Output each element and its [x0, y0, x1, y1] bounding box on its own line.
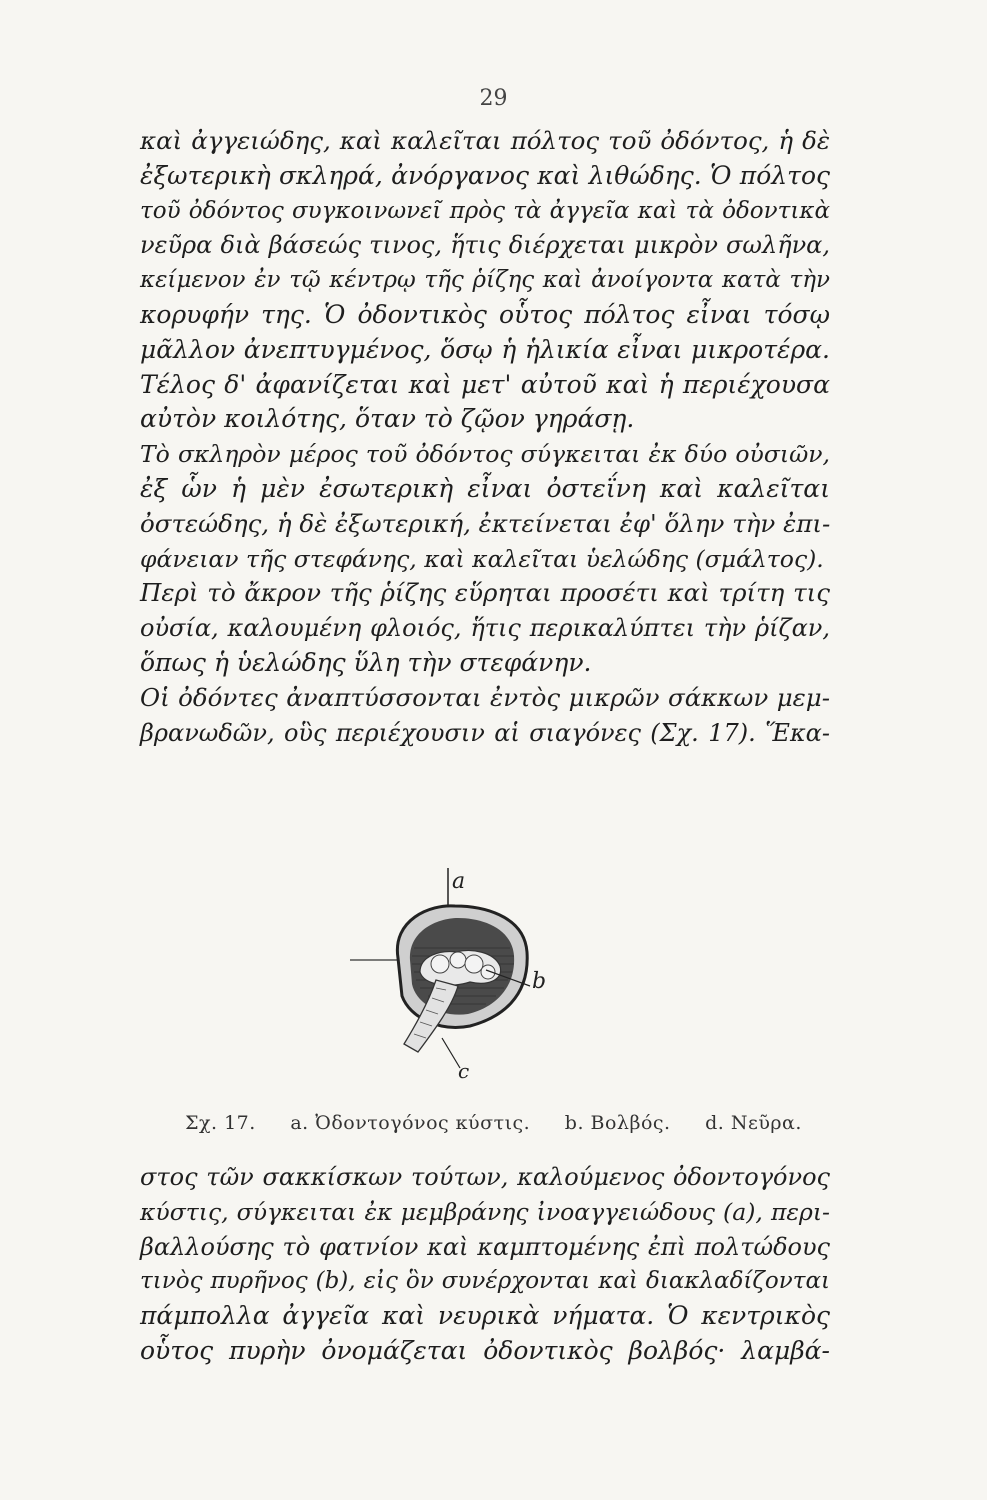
text-line: Τὸ σκληρὸν μέρος τοῦ ὀδόντος σύγκειται ἐκ δύο οὐσιῶν,: [140, 440, 830, 469]
text-line: κείμενον ἐν τῷ κέντρῳ τῆς ῥίζης καὶ ἀνοίγοντα κατὰ τὴν: [140, 267, 830, 294]
text-line: Οἱ ὀδόντες ἀναπτύσσονται ἐντὸς μικρῶν σάκκων μεμ-: [140, 682, 830, 712]
text-line: Τέλος δ' ἀφανίζεται καὶ μετ' αὐτοῦ καὶ ἡ περιέχουσα: [140, 369, 830, 399]
page-number: 29: [479, 86, 508, 111]
text-line: βρανωδῶν, οὓς περιέχουσιν αἱ σιαγόνες (Σχ. 17). Ἕκα-: [140, 718, 830, 747]
caption-d: d. Νεῦρα.: [705, 1112, 802, 1134]
caption-a: a. Ὀδοντογόνος κύστις.: [290, 1112, 531, 1134]
caption-b: b. Βολβός.: [564, 1112, 671, 1134]
text-line: κύστις, σύγκειται ἐκ μεμβράνης ἰνοαγγειώδους (a), περι-: [140, 1197, 830, 1226]
label-b: b: [532, 969, 547, 994]
text-line: μᾶλλον ἀνεπτυγμένος, ὅσῳ ἡ ἡλικία εἶναι μικροτέρα.: [140, 334, 830, 364]
caption-fig: Σχ. 17.: [185, 1112, 256, 1134]
text-line: Περὶ τὸ ἄκρον τῆς ῥίζης εὕρηται προσέτι καὶ τρίτη τις: [140, 578, 830, 608]
text-line: τινὸς πυρῆνος (b), εἰς ὃν συνέρχονται καὶ διακλαδίζονται: [140, 1268, 830, 1295]
text-line: βαλλούσης τὸ φατνίον καὶ καμπτομένης ἐπὶ πολτώδους: [140, 1232, 830, 1261]
text-line: ἐξωτερικὴ σκληρά, ἀνόργανος καὶ λιθώδης. Ὁ πόλτος: [140, 160, 830, 190]
text-line: αὐτὸν κοιλότης, ὅταν τὸ ζῷον γηράσῃ.: [140, 404, 635, 434]
label-c: c: [458, 1059, 470, 1083]
body-text-top: [140, 124, 830, 750]
text-line: στος τῶν σακκίσκων τούτων, καλούμενος ὀδοντογόνος: [140, 1163, 830, 1191]
figure-17: [0, 848, 987, 1108]
text-line: φάνειαν τῆς στεφάνης, καὶ καλεῖται ὑελώδης (σμάλτος).: [140, 544, 824, 573]
text-line: νεῦρα διὰ βάσεώς τινος, ἥτις διέρχεται μικρὸν σωλῆνα,: [140, 231, 830, 260]
text-line: καὶ ἀγγειώδης, καὶ καλεῖται πόλτος τοῦ ὀδόντος, ἡ δὲ: [140, 126, 830, 155]
figure-caption: [0, 1112, 987, 1134]
text-line: ἐξ ὧν ἡ μὲν ἐσωτερικὴ εἶναι ὀστεΐνη καὶ καλεῖται: [140, 473, 830, 503]
text-line: ὀστεώδης, ἡ δὲ ἐξωτερική, ἐκτείνεται ἐφ' ὅλην τὴν ἐπι-: [140, 508, 831, 538]
text-line: οὐσία, καλουμένη φλοιός, ἥτις περικαλύπτει τὴν ῥίζαν,: [140, 614, 830, 643]
text-line: ὅπως ἡ ὑελώδης ὕλη τὴν στεφάνην.: [140, 647, 592, 677]
dental-sac-illustration: [0, 848, 987, 1108]
text-line: οὗτος πυρὴν ὀνομάζεται ὀδοντικὸς βολβός· λαμβά-: [140, 1335, 830, 1365]
text-line: κορυφήν της. Ὁ ὀδοντικὸς οὗτος πόλτος εἶναι τόσῳ: [140, 299, 830, 329]
text-line: τοῦ ὀδόντος συγκοινωνεῖ πρὸς τὰ ἀγγεῖα καὶ τὰ ὀδοντικὰ: [140, 197, 830, 224]
text-line: πάμπολλα ἀγγεῖα καὶ νευρικὰ νήματα. Ὁ κεντρικὸς: [140, 1301, 830, 1331]
label-a: a: [452, 869, 466, 894]
body-text-bottom: [140, 1160, 830, 1369]
